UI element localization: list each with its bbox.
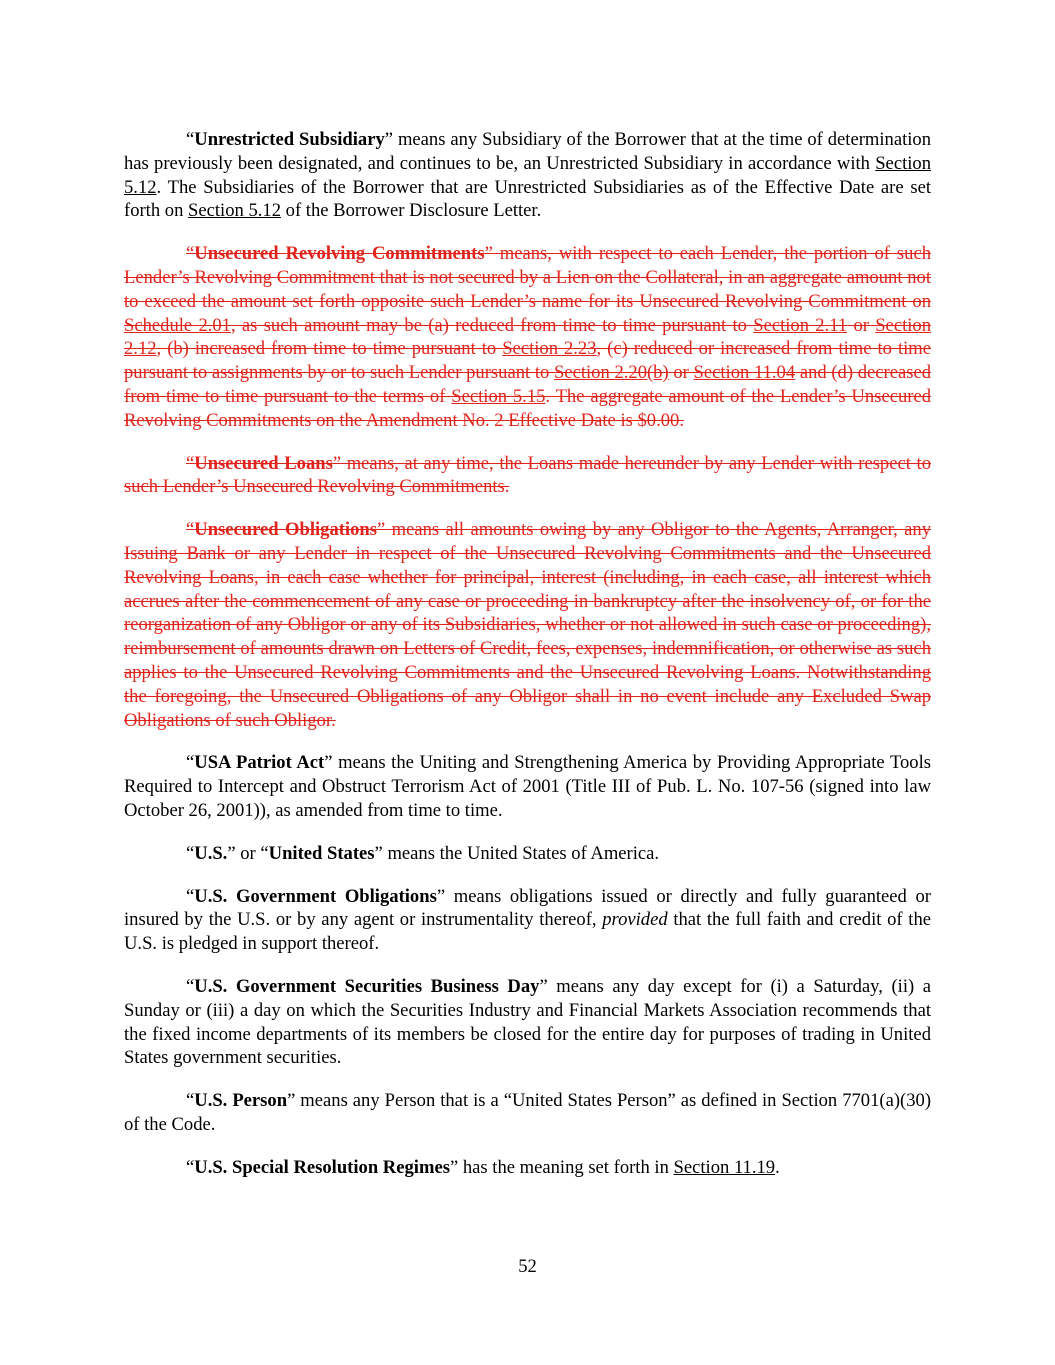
section-reference: Section 5.12 — [124, 152, 931, 198]
open-quote: “ — [186, 842, 195, 864]
defined-term: U.S. — [194, 842, 228, 864]
definition-us-person — [124, 1089, 931, 1137]
definition-us-government-obligations — [124, 885, 931, 956]
section-reference: Section 2.20(b) — [554, 362, 669, 384]
definition-text: means obligations issued or directly and fully guaranteed or insured by the U.S. or by any agent or instrumentality thereof, — [124, 885, 931, 931]
definition-us-government-securities-business-day — [124, 975, 931, 1070]
quote-separator: ” or “ — [227, 842, 269, 864]
definition-text: of the Borrower Disclosure Letter. — [281, 200, 542, 222]
definition-text: , (c) reduced or increased from time to time pursuant to assignments by or to such Lender pursuant to — [124, 338, 931, 384]
close-quote: ” — [484, 243, 493, 265]
definition-text: means the Uniting and Strengthening America by Providing Appropriate Tools Required to Intercept and Obstruct Terrorism Act of 2001 (Title III of Pub. L. No. 107-56 (signed into law October 26, 2001)), as amended from time to time. — [124, 752, 931, 821]
definition-text: means the United States of America. — [382, 842, 660, 864]
definition-text: , as such amount may be (a) reduced from time to time pursuant to — [230, 314, 754, 336]
definition-text: means all amounts owing by any Obligor to the Agents, Arranger, any Issuing Bank or any Lender in respect of the Unsecured Revolving Commitments and the Unsecured Revolving Loans, in each case whether for principal, interest (including, in each case, all interest which accrues after the commencement of any case or proceeding in bankruptcy after the insolvency of, or for the reorganization of any Obligor or any of its Subsidiaries, whether or not allowed in such case or proceeding), reimbursement of amounts drawn on Letters of Credit, fees, expenses, indemnification, or otherwise as such applies to the Unsecured Revolving Commitments and the Unsecured Revolving Loans. Notwithstanding the foregoing, the Unsecured Obligations of any Obligor shall in no event include any Excluded Swap Obligations of such Obligor. — [124, 519, 931, 731]
close-quote: ” — [324, 752, 333, 774]
section-reference: Section 5.12 — [188, 200, 282, 222]
document-body — [124, 128, 931, 1198]
section-reference: Section 2.11 — [753, 314, 848, 336]
close-quote: ” — [449, 1156, 459, 1178]
open-quote: “ — [186, 452, 195, 474]
open-quote: “ — [186, 243, 195, 265]
defined-term: USA Patriot Act — [194, 752, 325, 774]
defined-term: Unsecured Loans — [194, 452, 333, 474]
definition-text: , (b) increased from time to time pursuant to — [156, 338, 503, 360]
open-quote: “ — [186, 1090, 195, 1112]
definition-us-special-resolution-regimes — [124, 1156, 931, 1180]
open-quote: “ — [186, 885, 195, 907]
section-reference: Section 2.12 — [124, 314, 931, 360]
definition-text: or — [847, 314, 876, 336]
definition-us — [124, 842, 931, 866]
close-quote: ” — [436, 885, 446, 907]
section-reference: Schedule 2.01 — [124, 314, 231, 336]
emphasis-provided: provided — [602, 909, 668, 931]
definition-text: . — [775, 1156, 780, 1178]
defined-term: Unrestricted Subsidiary — [194, 129, 385, 150]
definition-usa-patriot-act — [124, 751, 931, 822]
definition-text: means any day except for (i) a Saturday, (ii) a Sunday or (iii) a day on which the Securities Industry and Financial Markets Association recommends that the fixed income departments of its members be closed for the entire day for purposes of trading in United States government securities. — [124, 975, 931, 1069]
close-quote: ” — [374, 842, 383, 864]
defined-term: United States — [268, 842, 375, 864]
close-quote: ” — [384, 129, 394, 150]
definition-text: means, with respect to each Lender, the portion of such Lender’s Revolving Commitment that is not secured by a Lien on the Collateral, in an aggregate amount not to exceed the amount set forth opposite such Lender’s name for its Unsecured Revolving Commitment on — [124, 243, 931, 312]
close-quote: ” — [376, 519, 386, 541]
defined-term: U.S. Person — [194, 1090, 288, 1112]
page-number: 52 — [518, 1256, 537, 1277]
section-reference: Section 11.04 — [693, 362, 796, 384]
defined-term: Unsecured Revolving Commitments — [194, 243, 485, 265]
defined-term: U.S. Government Securities Business Day — [194, 975, 540, 997]
open-quote: “ — [186, 752, 195, 774]
definition-text: has the meaning set forth in — [458, 1156, 674, 1178]
definition-unrestricted-subsidiary — [124, 128, 931, 223]
close-quote: ” — [287, 1090, 296, 1112]
defined-term: U.S. Government Obligations — [194, 885, 437, 907]
defined-term: U.S. Special Resolution Regimes — [194, 1156, 450, 1178]
section-reference: Section 2.23 — [502, 338, 597, 360]
definition-text: and (d) decreased from time to time pursuant to the terms of — [124, 362, 932, 407]
definition-text: means any Subsidiary of the Borrower that at the time of determination has previously been designated, and continues to be, an Unrestricted Subsidiary in accordance with — [124, 129, 932, 174]
open-quote: “ — [186, 519, 195, 541]
definition-unsecured-obligations-deleted — [124, 518, 931, 732]
definition-unsecured-revolving-commitments-deleted — [124, 242, 931, 432]
definition-text: means any Person that is a “United States Person” as defined in Section 7701(a)(30) of the Code. — [124, 1090, 932, 1135]
open-quote: “ — [186, 129, 195, 150]
definition-text: . The aggregate amount of the Lender’s Unsecured Revolving Commitments on the Amendment No. 2 Effective Date is $0.00. — [124, 385, 931, 431]
section-reference: Section 11.19 — [673, 1156, 776, 1178]
section-reference: Section 5.15 — [451, 385, 546, 407]
close-quote: ” — [332, 452, 342, 474]
definition-unsecured-loans-deleted — [124, 452, 931, 500]
definition-text: . The Subsidiaries of the Borrower that are Unrestricted Subsidiaries as of the Effective Date are set forth on — [124, 176, 931, 222]
definition-text: means, at any time, the Loans made hereunder by any Lender with respect to such Lender’s Unsecured Revolving Commitments. — [124, 452, 931, 498]
definition-text: or — [668, 362, 694, 384]
open-quote: “ — [186, 975, 195, 997]
open-quote: “ — [186, 1156, 195, 1178]
close-quote: ” — [539, 975, 548, 997]
defined-term: Unsecured Obligations — [194, 519, 377, 541]
definition-text: that the full faith and credit of the U.S. is pledged in support thereof. — [124, 909, 931, 955]
